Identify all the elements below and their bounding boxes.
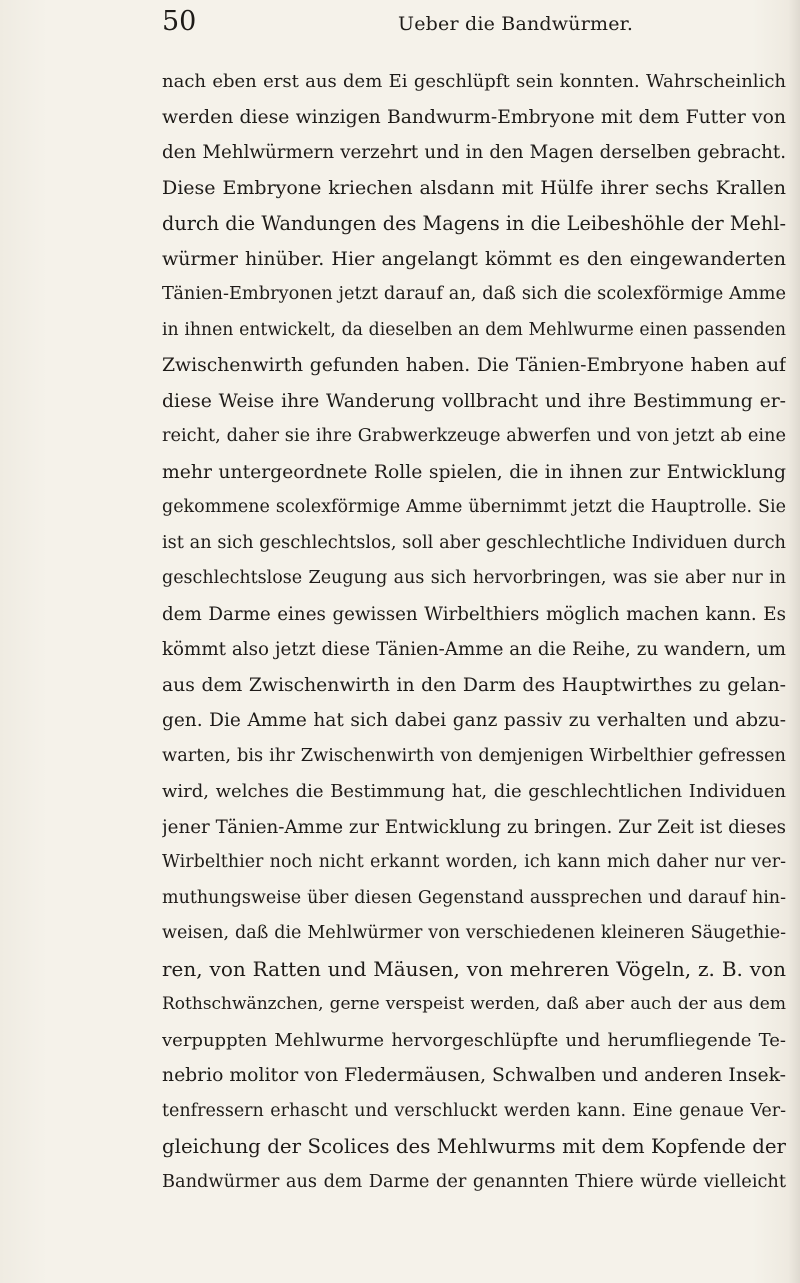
text-line: jener Tänien-Amme zur Entwicklung zu bringen. Zur Zeit ist dieses [162, 816, 786, 838]
text-line: werden diese winzigen Bandwurm-Embryone mit dem Futter von [162, 106, 786, 128]
text-line: würmer hinüber. Hier angelangt kömmt es den eingewanderten [162, 247, 786, 270]
text-line: Rothschwänzchen, gerne verspeist werden, daß aber auch der aus dem [162, 994, 786, 1014]
text-line: durch die Wandungen des Magens in die Leibeshöhle der Mehl- [162, 212, 786, 235]
page-number: 50 [162, 6, 197, 37]
text-line: dem Darme eines gewissen Wirbelthiers möglich machen kann. Es [162, 603, 786, 625]
running-head [0, 0, 800, 60]
text-line: verpuppten Mehlwurme hervorgeschlüpfte und herumfliegende Te- [162, 1029, 786, 1051]
text-line: den Mehlwürmern verzehrt und in den Magen derselben gebracht. [162, 142, 786, 163]
text-line: muthungsweise über diesen Gegenstand aussprechen und darauf hin- [162, 887, 786, 908]
text-line: nebrio molitor von Fledermäusen, Schwalben und anderen Insek- [162, 1065, 786, 1086]
text-line: ren, von Ratten und Mäusen, von mehreren Vögeln, z. B. von [162, 956, 786, 981]
page-edge-shadow [788, 0, 800, 1283]
text-line: Diese Embryone kriechen alsdann mit Hülfe ihrer sechs Krallen [162, 176, 786, 199]
text-line: mehr untergeordnete Rolle spielen, die in ihnen zur Entwicklung [162, 461, 786, 483]
text-line: gleichung der Scolices des Mehlwurms mit dem Kopfende der [162, 1135, 786, 1158]
text-line: nach eben erst aus dem Ei geschlüpft sein konnten. Wahrscheinlich [162, 71, 786, 92]
text-line: gen. Die Amme hat sich dabei ganz passiv zu verhalten und abzu- [162, 710, 786, 731]
text-line: geschlechtslose Zeugung aus sich hervorbringen, was sie aber nur in [162, 568, 786, 588]
text-line: warten, bis ihr Zwischenwirth von demjenigen Wirbelthier gefressen [162, 745, 786, 766]
text-line: Zwischenwirth gefunden haben. Die Tänien-Embryone haben auf [162, 355, 786, 376]
text-line: Tänien-Embryonen jetzt darauf an, daß sich die scolexförmige Amme [162, 284, 786, 304]
text-line: diese Weise ihre Wanderung vollbracht und ihre Bestimmung er- [162, 390, 786, 412]
text-line: kömmt also jetzt diese Tänien-Amme an die Reihe, zu wandern, um [162, 639, 786, 660]
running-title: Ueber die Bandwürmer. [398, 13, 634, 35]
text-line: reicht, daher sie ihre Grabwerkzeuge abwerfen und von jetzt ab eine [162, 426, 786, 446]
text-line: Wirbelthier noch nicht erkannt worden, ich kann mich daher nur ver- [162, 852, 786, 872]
text-line: aus dem Zwischenwirth in den Darm des Hauptwirthes zu gelan- [162, 674, 786, 696]
text-line: gekommene scolexförmige Amme übernimmt jetzt die Hauptrolle. Sie [162, 497, 786, 517]
text-line: weisen, daß die Mehlwürmer von verschiedenen kleineren Säugethie- [162, 923, 786, 943]
text-line: ist an sich geschlechtslos, soll aber geschlechtliche Individuen durch [162, 532, 786, 553]
text-line: Bandwürmer aus dem Darme der genannten Thiere würde vielleicht [162, 1171, 786, 1192]
text-line: in ihnen entwickelt, da dieselben an dem Mehlwurme einen passenden [162, 319, 786, 340]
text-line: tenfressern erhascht und verschluckt werden kann. Eine genaue Ver- [162, 1100, 786, 1121]
text-line: wird, welches die Bestimmung hat, die geschlechtlichen Individuen [162, 781, 786, 802]
body-text [162, 64, 786, 1200]
